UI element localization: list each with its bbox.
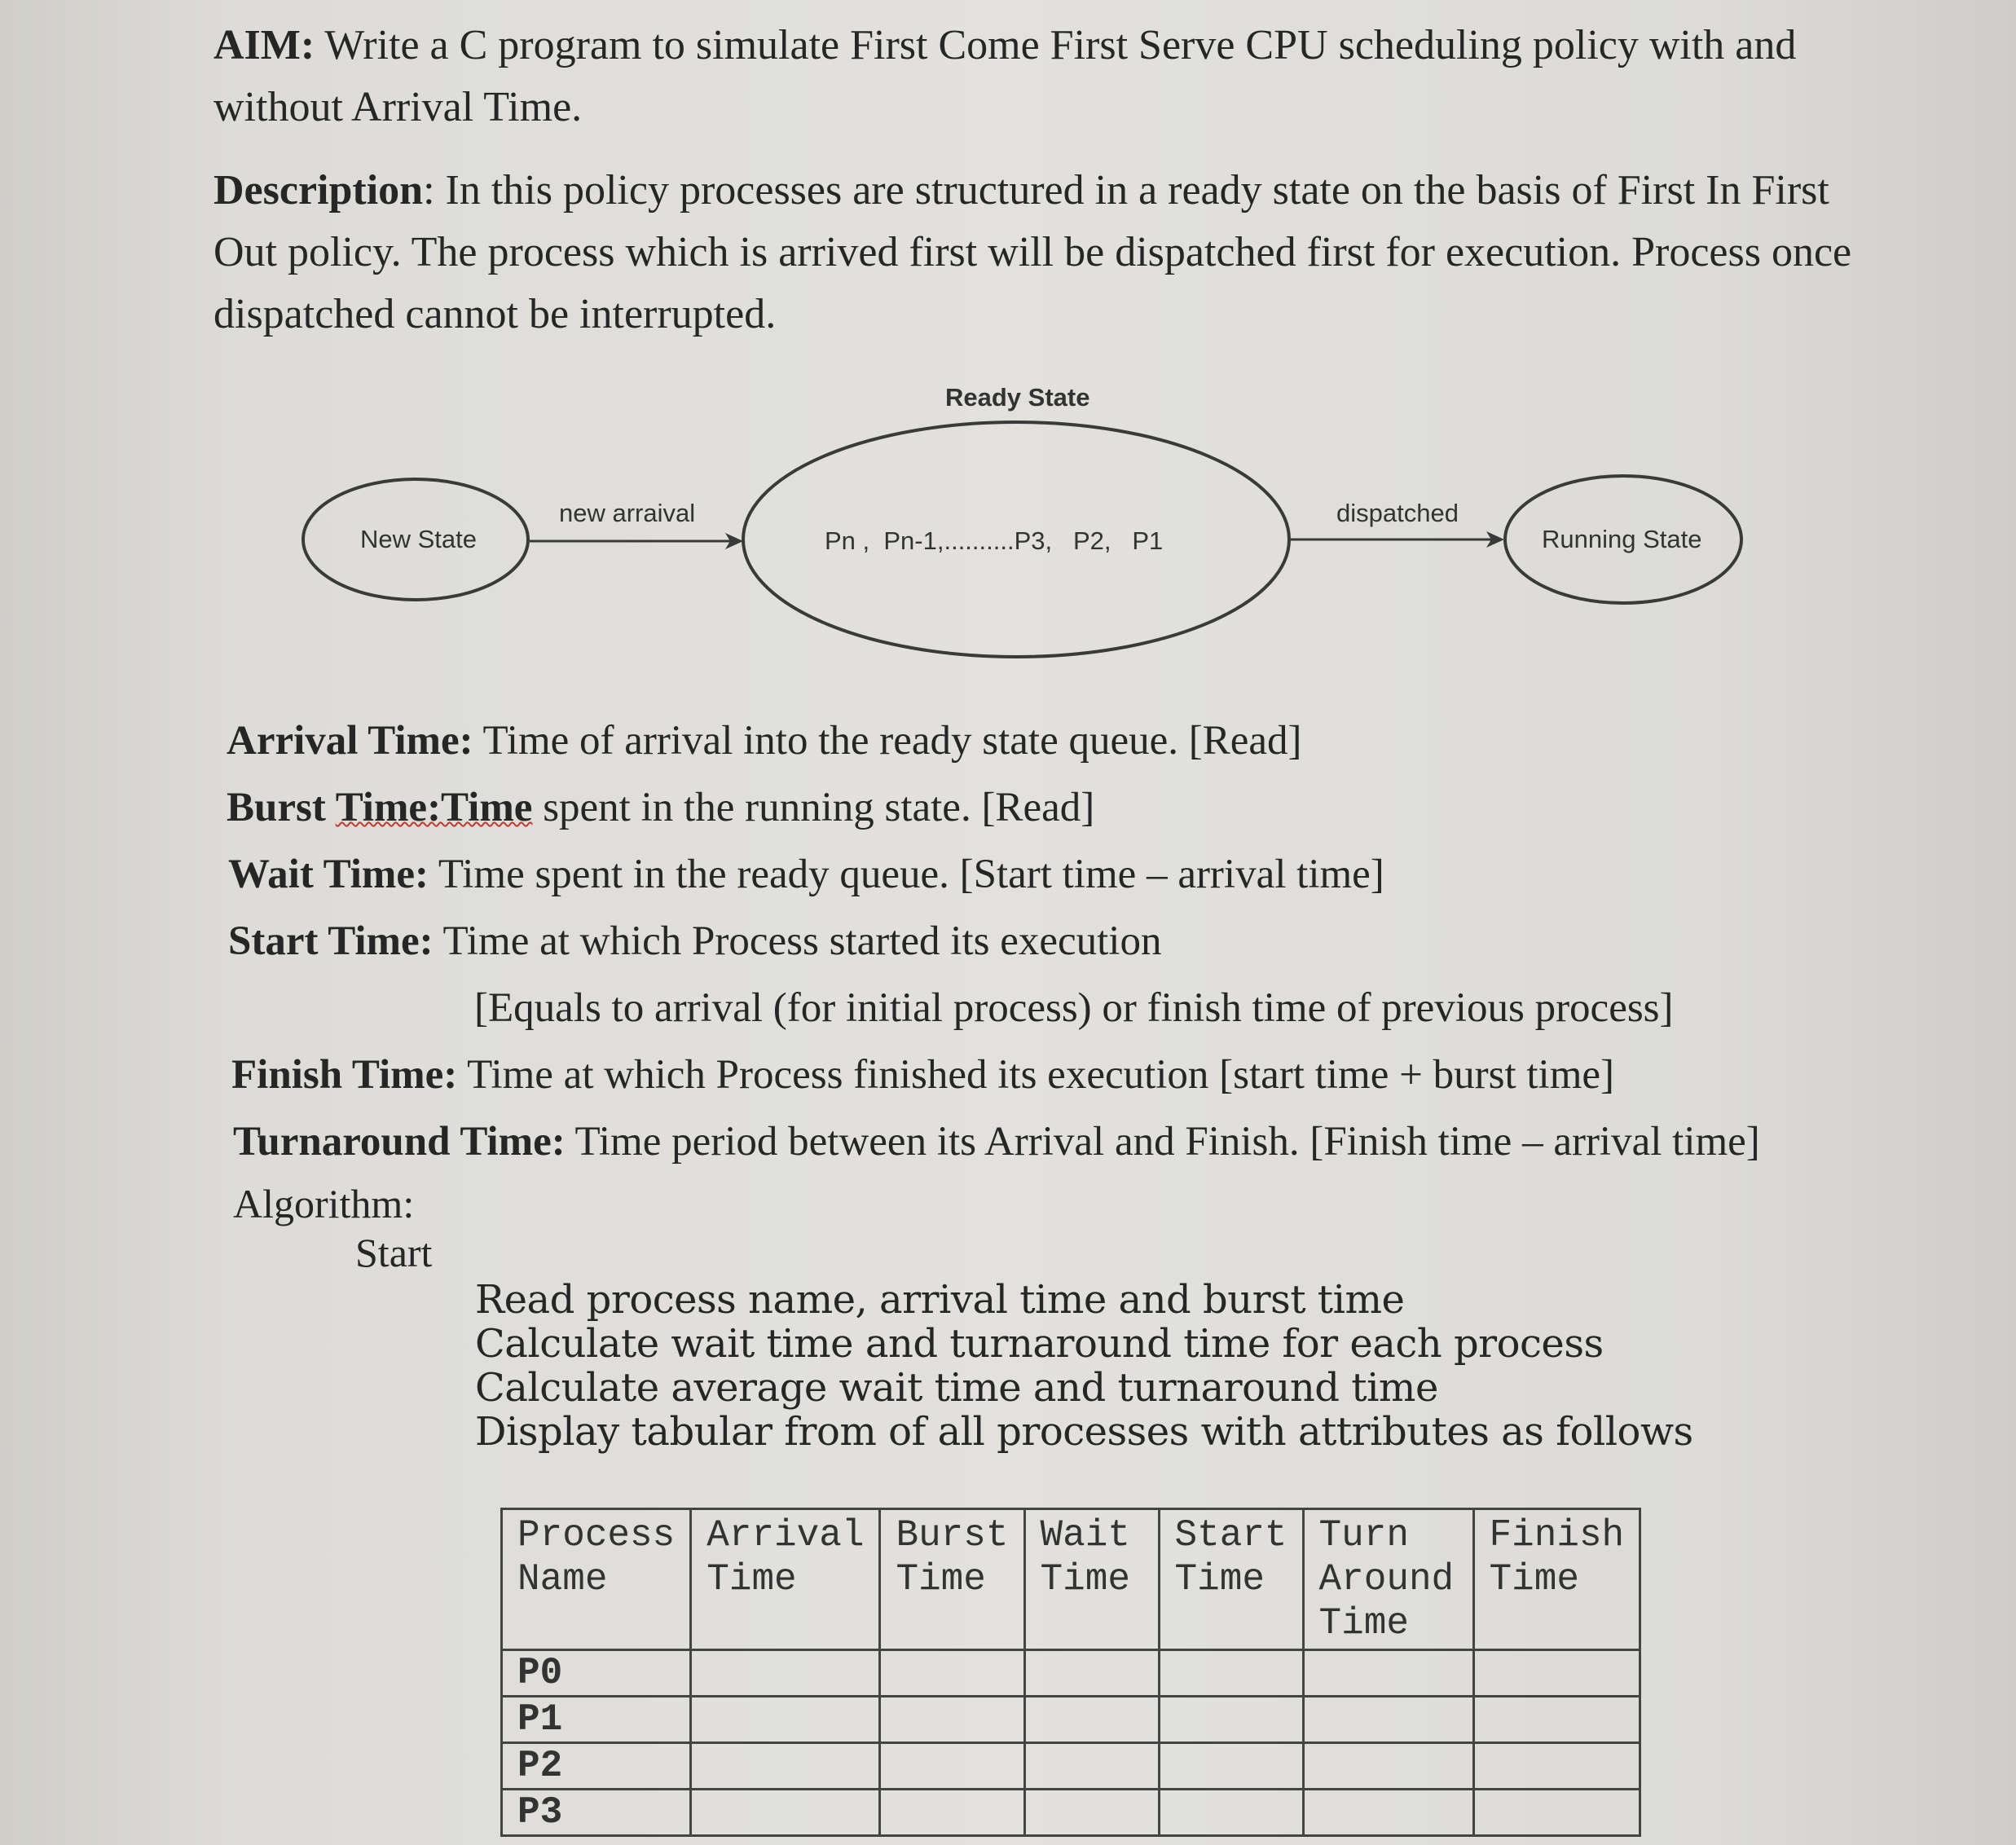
wait-time-cell: [1024, 1697, 1159, 1743]
algorithm-step: Read process name, arrival time and burst time: [475, 1277, 1405, 1323]
aim-paragraph: [213, 15, 1868, 139]
table-row: [502, 1697, 1640, 1743]
burst-time-cell: [880, 1743, 1024, 1790]
header-process-name: Process Name: [502, 1509, 691, 1650]
algorithm-start: Start: [355, 1230, 433, 1275]
definition-text: Time at which Process started its execution: [433, 918, 1162, 964]
finish-time-cell: [1473, 1650, 1640, 1697]
process-name-cell: P1: [502, 1697, 691, 1743]
definition-term-misspelled: Time:Time: [335, 785, 533, 830]
definition-text: spent in the running state. [Read]: [532, 785, 1095, 830]
new-arrival-label: new arraival: [559, 499, 696, 527]
definition-term: Burst: [227, 785, 336, 830]
definition-turnaround-time: [233, 1118, 1760, 1165]
header-finish-time: Finish Time: [1473, 1509, 1640, 1650]
definition-term: Finish Time:: [231, 1052, 458, 1098]
burst-time-cell: [880, 1790, 1024, 1836]
turn-around-time-cell: [1303, 1743, 1473, 1790]
description-text: : In this policy processes are structured in a ready state on the basis of First In First Out policy. The process which is arrived first will be dispatched first for execution. Process once dispatched cannot be interrupted.: [213, 167, 1852, 337]
algorithm-step: Display tabular from of all processes with attributes as follows: [475, 1409, 1693, 1455]
turn-around-time-cell: [1303, 1697, 1473, 1743]
process-name-cell: P2: [502, 1743, 691, 1790]
definition-finish-time: [231, 1051, 1614, 1099]
algorithm-step: Calculate wait time and turnaround time for each process: [475, 1321, 1604, 1367]
definition-wait-time: [228, 851, 1384, 898]
state-diagram: [0, 359, 2016, 685]
wait-time-cell: [1024, 1650, 1159, 1697]
header-arrival-time: Arrival Time: [691, 1509, 880, 1650]
header-start-time: Start Time: [1159, 1509, 1303, 1650]
header-burst-time: Burst Time: [880, 1509, 1024, 1650]
finish-time-cell: [1473, 1790, 1640, 1836]
burst-time-cell: [880, 1650, 1024, 1697]
wait-time-cell: [1024, 1743, 1159, 1790]
running-state-label: Running State: [1542, 525, 1702, 553]
aim-text: Write a C program to simulate First Come First Serve CPU scheduling policy with and without Arrival Time.: [213, 22, 1797, 130]
table-row: [502, 1650, 1640, 1697]
start-time-cell: [1159, 1790, 1303, 1836]
algorithm-step: Calculate average wait time and turnaround time: [475, 1365, 1438, 1411]
turn-around-time-cell: [1303, 1650, 1473, 1697]
queue-contents-label: Pn , Pn-1,..........P3, P2, P1: [825, 526, 1164, 555]
definition-start-time-note: [474, 984, 1674, 1032]
aim-label: AIM:: [213, 22, 315, 68]
algorithm-steps: [475, 1278, 1693, 1454]
wait-time-cell: [1024, 1790, 1159, 1836]
header-turn-around-time: Turn Around Time: [1303, 1509, 1473, 1650]
definition-arrival-time: [227, 717, 1302, 764]
algorithm-heading: Algorithm:: [233, 1181, 415, 1226]
start-time-cell: [1159, 1743, 1303, 1790]
finish-time-cell: [1473, 1697, 1640, 1743]
definition-term: Arrival Time:: [227, 718, 473, 764]
header-wait-time: Wait Time: [1024, 1509, 1159, 1650]
process-name-cell: P3: [502, 1790, 691, 1836]
description-paragraph: [213, 160, 1868, 346]
process-table: [500, 1508, 1641, 1837]
definition-text: [Equals to arrival (for initial process) or finish time of previous process]: [474, 985, 1674, 1031]
arrival-time-cell: [691, 1743, 880, 1790]
description-label: Description: [213, 167, 424, 214]
burst-time-cell: [880, 1697, 1024, 1743]
new-state-label: New State: [360, 525, 478, 553]
arrival-time-cell: [691, 1790, 880, 1836]
ready-state-title: Ready State: [945, 383, 1090, 412]
definition-term: Turnaround Time:: [233, 1119, 566, 1165]
table-header-row: [502, 1509, 1640, 1650]
finish-time-cell: [1473, 1743, 1640, 1790]
start-time-cell: [1159, 1697, 1303, 1743]
definition-term: Start Time:: [228, 918, 434, 964]
arrival-time-cell: [691, 1650, 880, 1697]
turn-around-time-cell: [1303, 1790, 1473, 1836]
arrival-time-cell: [691, 1697, 880, 1743]
definition-text: Time period between its Arrival and Finish. [Finish time – arrival time]: [565, 1119, 1760, 1165]
definition-start-time: [228, 918, 1161, 965]
definition-text: Time at which Process finished its execution [start time + burst time]: [457, 1052, 1614, 1098]
table-row: [502, 1790, 1640, 1836]
definition-term: Wait Time:: [228, 852, 429, 897]
start-time-cell: [1159, 1650, 1303, 1697]
table-row: [502, 1743, 1640, 1790]
definition-text: Time spent in the ready queue. [Start time – arrival time]: [429, 852, 1384, 897]
definition-text: Time of arrival into the ready state queue. [Read]: [473, 718, 1302, 764]
process-name-cell: P0: [502, 1650, 691, 1697]
dispatched-label: dispatched: [1336, 499, 1459, 527]
definition-burst-time: [227, 784, 1094, 831]
